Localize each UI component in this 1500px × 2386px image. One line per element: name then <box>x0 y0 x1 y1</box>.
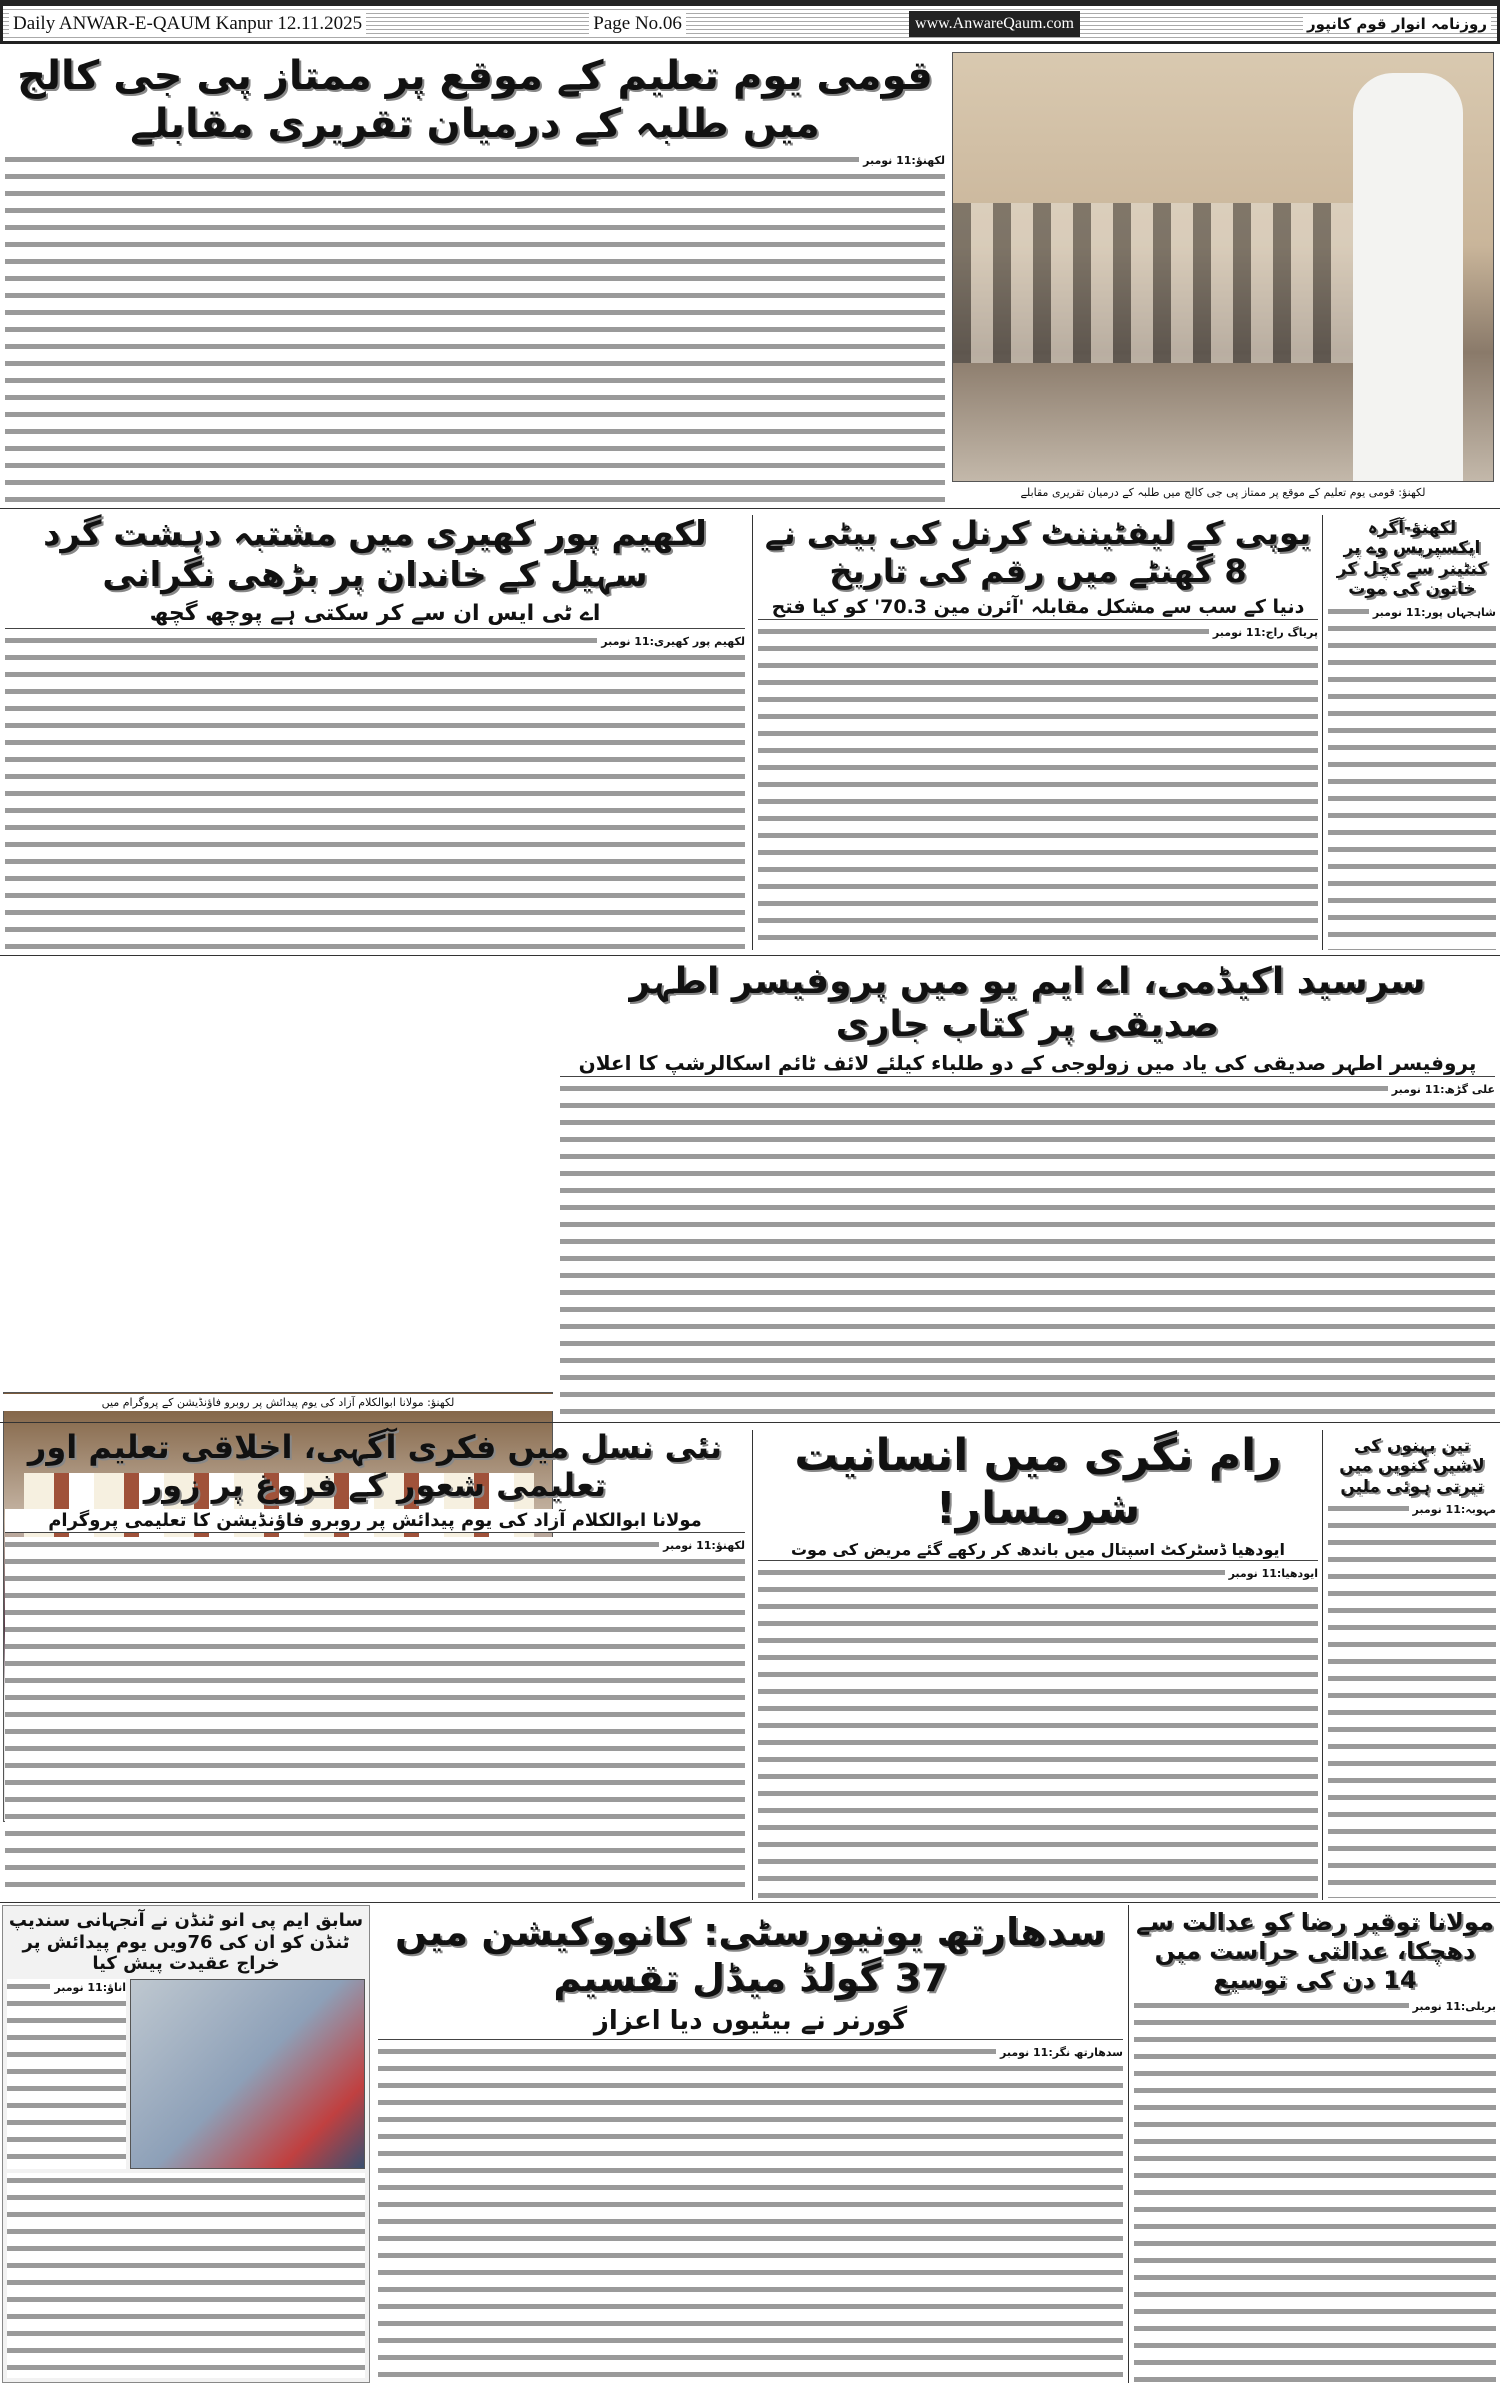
story-ruboru-foundation <box>5 1428 745 1898</box>
masthead-edition: Daily ANWAR-E-QAUM Kanpur 12.11.2025 <box>9 13 366 35</box>
page-number: Page No.06 <box>589 13 686 35</box>
photo-caption: لکھنؤ: قومی یوم تعلیم کے موقع پر ممتاز پی جی کالج میں طلبہ کے درمیان تقریری مقابلے <box>952 484 1494 501</box>
dateline: مہوبہ:11 نومبر <box>1409 1501 1496 1518</box>
story-body <box>1328 604 1496 950</box>
story-body <box>1134 1998 1496 2382</box>
newspaper-logo: روزنامہ انوار قوم کانپور <box>1303 15 1491 33</box>
story-ram-nagri <box>758 1430 1318 1898</box>
audience <box>953 203 1353 363</box>
photo-caption: لکھنؤ: مولانا ابوالکلام آزاد کی یوم پیدائش پر روبرو فاؤنڈیشن کے پروگرام میں <box>3 1394 553 1411</box>
tribute-photo <box>130 1979 365 2169</box>
story-three-sisters <box>1328 1436 1496 1898</box>
story-body <box>5 1537 745 1898</box>
dateline: اناؤ:11 نومبر <box>50 1979 126 1996</box>
story-body <box>758 1565 1318 1898</box>
dateline: لکھنؤ:11 نومبر <box>659 1537 745 1554</box>
dateline: شاہجہاں پور:11 نومبر <box>1369 604 1496 621</box>
event-photo <box>952 52 1494 482</box>
story-speech-competition <box>5 52 945 504</box>
subhead-ats: اے ٹی ایس ان سے کر سکتی ہے پوچھ گچھ <box>5 600 745 630</box>
story-body <box>1328 1501 1496 1898</box>
story-lakhimpur <box>5 514 745 950</box>
masthead <box>0 0 1500 44</box>
story-sir-syed-academy <box>560 960 1495 1418</box>
story-body <box>560 1081 1495 1418</box>
story-body <box>5 633 745 950</box>
story-ironman <box>758 514 1318 950</box>
story-body <box>758 624 1318 950</box>
headline-ram-nagri: رام نگری میں انسانیت شرمسار! <box>794 1430 1282 1534</box>
tribute-box <box>2 1905 370 2383</box>
headline-container-accident: لکھنؤ-آگرہ ایکسپریس وے پر کنٹینر سے کچل کر خاتون کی موت <box>1336 518 1488 600</box>
dateline: علی گڑھ:11 نومبر <box>1388 1081 1495 1098</box>
headline-sir-syed-academy: سرسید اکیڈمی، اے ایم یو میں پروفیسر اطہر صدیقی پر کتاب جاری <box>629 961 1426 1046</box>
headline-three-sisters: تین بہنوں کی لاشیں کنویں میں تیرتی ہوئی ملیں <box>1339 1436 1485 1497</box>
story-container-accident <box>1328 518 1496 950</box>
story-body <box>7 1979 126 2169</box>
story-body <box>5 152 945 504</box>
subhead-governor: گورنر نے بیٹیوں دیا اعزاز <box>378 2005 1123 2040</box>
story-tauqeer-raza <box>1134 1908 1496 2382</box>
dateline: پریاگ راج:11 نومبر <box>1209 624 1318 641</box>
dateline: ایودھیا:11 نومبر <box>1225 1565 1318 1582</box>
headline-ruboru-foundation: نئی نسل میں فکری آگہی، اخلاقی تعلیم اور تعلیمی شعور کے فروغ پر زور <box>27 1428 723 1505</box>
tribute-photo-row <box>7 1979 365 2169</box>
subhead-ayodhya-hospital: ایودھیا ڈسٹرکٹ اسپتال میں باندھ کر رکھے گئے مریض کی موت <box>758 1540 1318 1562</box>
story-body <box>378 2044 1123 2382</box>
headline-lakhimpur: لکھیم پور کھیری میں مشتبہ دہشت گرد سہیل کے خاندان پر بڑھی نگرانی <box>43 514 707 595</box>
headline-siddharth-university: سدھارتھ یونیورسٹی: کانووکیشن میں 37 گولڈ میڈل تقسیم <box>394 1910 1107 2000</box>
dateline: لکھنؤ:11 نومبر <box>859 152 945 169</box>
story-siddharth-university <box>378 1910 1123 2382</box>
dateline: سدھارتھ نگر:11 نومبر <box>996 2044 1123 2061</box>
subhead-ironman: دنیا کے سب سے مشکل مقابلہ 'آئرن مین 70.3' کو کیا فتح <box>758 595 1318 621</box>
subhead-ruboru: مولانا ابوالکلام آزاد کی یوم پیدائش پر روبرو فاؤنڈیشن کا تعلیمی پروگرام <box>5 1509 745 1533</box>
website-link[interactable]: www.AnwareQaum.com <box>909 11 1080 37</box>
speaker-figure <box>1353 73 1463 482</box>
story-body-continued <box>7 2173 365 2378</box>
dateline: لکھیم پور کھیری:11 نومبر <box>597 633 745 650</box>
subhead-scholarship: پروفیسر اطہر صدیقی کی یاد میں زولوجی کے دو طلباء کیلئے لائف ٹائم اسکالرشپ کا اعلان <box>560 1050 1495 1077</box>
dateline: بریلی:11 نومبر <box>1409 1998 1496 2015</box>
headline-tauqeer-raza: مولانا توقیر رضا کو عدالت سے دھچکا، عدالتی حراست میں 14 دن کی توسیع <box>1136 1908 1494 1994</box>
headline-tandon-tribute: سابق ایم پی انو ٹنڈن نے آنجہانی سندیپ ٹنڈن کو ان کی 76ویں یوم پیدائش پر خراج عقیدت پیش کیا <box>8 1910 364 1975</box>
headline-speech-competition: قومی یوم تعلیم کے موقع پر ممتاز پی جی کالج میں طلبہ کے درمیان تقریری مقابلے <box>17 53 933 147</box>
headline-ironman: یوپی کے لیفٹیننٹ کرنل کی بیٹی نے 8 گھنٹے میں رقم کی تاریخ <box>764 514 1312 591</box>
